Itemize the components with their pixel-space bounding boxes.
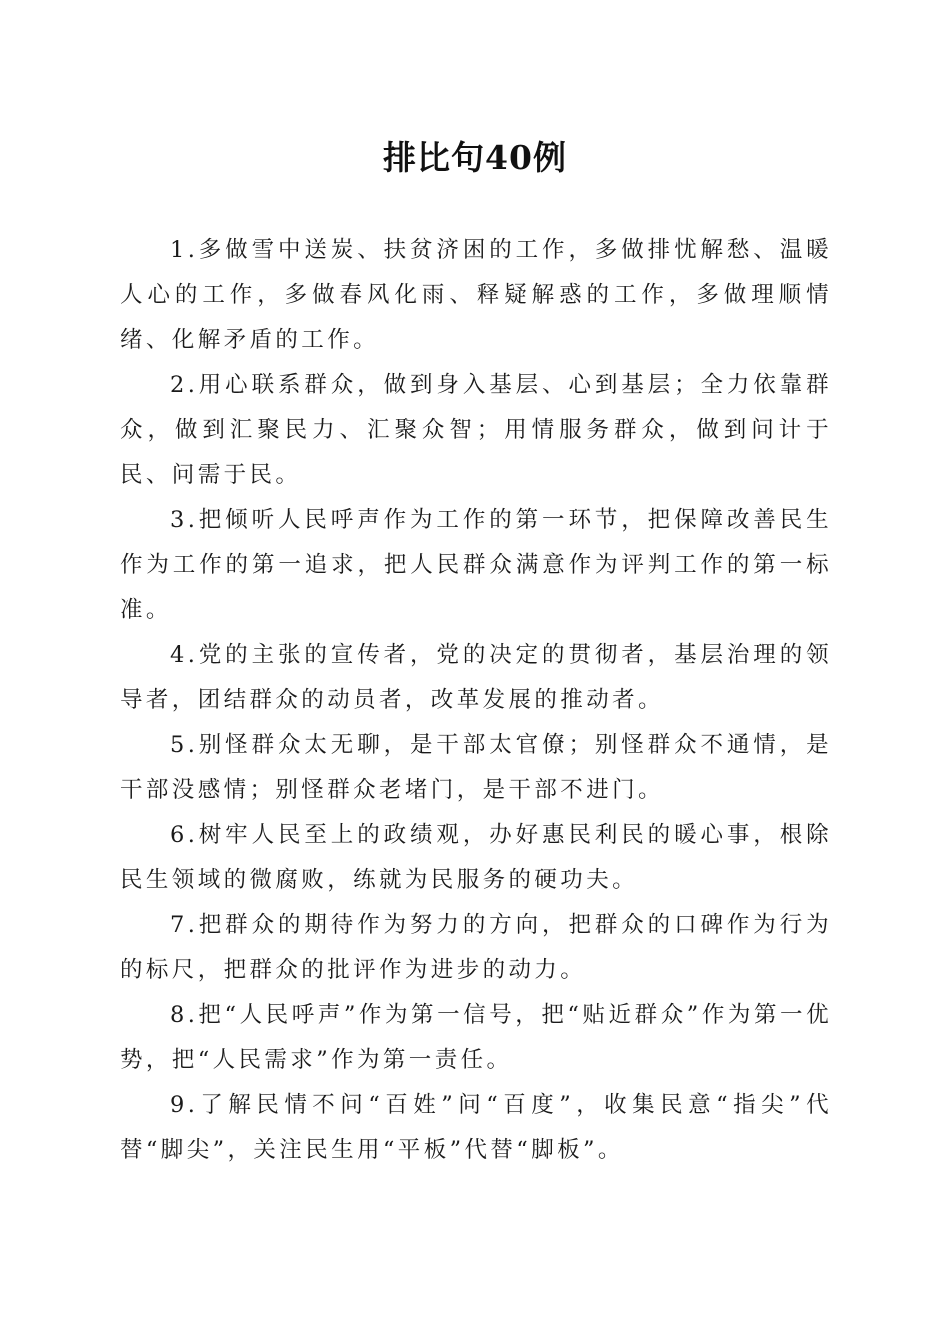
paragraph-4: 4.党的主张的宣传者，党的决定的贯彻者，基层治理的领导者，团结群众的动员者，改革发展的推动者。 <box>120 642 832 713</box>
paragraph-1: 1.多做雪中送炭、扶贫济困的工作，多做排忧解愁、温暖人心的工作，多做春风化雨、释疑解惑的工作，多做理顺情绪、化解矛盾的工作。 <box>120 237 832 353</box>
document-title: 排比句40例 <box>383 138 567 177</box>
paragraph-8: 8.把“人民呼声”作为第一信号，把“贴近群众”作为第一优势，把“人民需求”作为第一责任。 <box>120 1002 832 1073</box>
paragraph-2: 2.用心联系群众，做到身入基层、心到基层；全力依靠群众，做到汇聚民力、汇聚众智；用情服务群众，做到问计于民、问需于民。 <box>120 372 832 488</box>
paragraph-3: 3.把倾听人民呼声作为工作的第一环节，把保障改善民生作为工作的第一追求，把人民群众满意作为评判工作的第一标准。 <box>120 507 832 623</box>
paragraph-5: 5.别怪群众太无聊，是干部太官僚；别怪群众不通情，是干部没感情；别怪群众老堵门，是干部不进门。 <box>120 732 832 803</box>
paragraph-9: 9.了解民情不问“百姓”问“百度”，收集民意“指尖”代替“脚尖”，关注民生用“平板”代替“脚板”。 <box>120 1092 832 1163</box>
paragraph-7: 7.把群众的期待作为努力的方向，把群众的口碑作为行为的标尺，把群众的批评作为进步的动力。 <box>120 912 832 983</box>
paragraph-6: 6.树牢人民至上的政绩观，办好惠民利民的暖心事，根除民生领域的微腐败，练就为民服务的硬功夫。 <box>120 822 832 893</box>
document-body <box>120 228 832 1173</box>
